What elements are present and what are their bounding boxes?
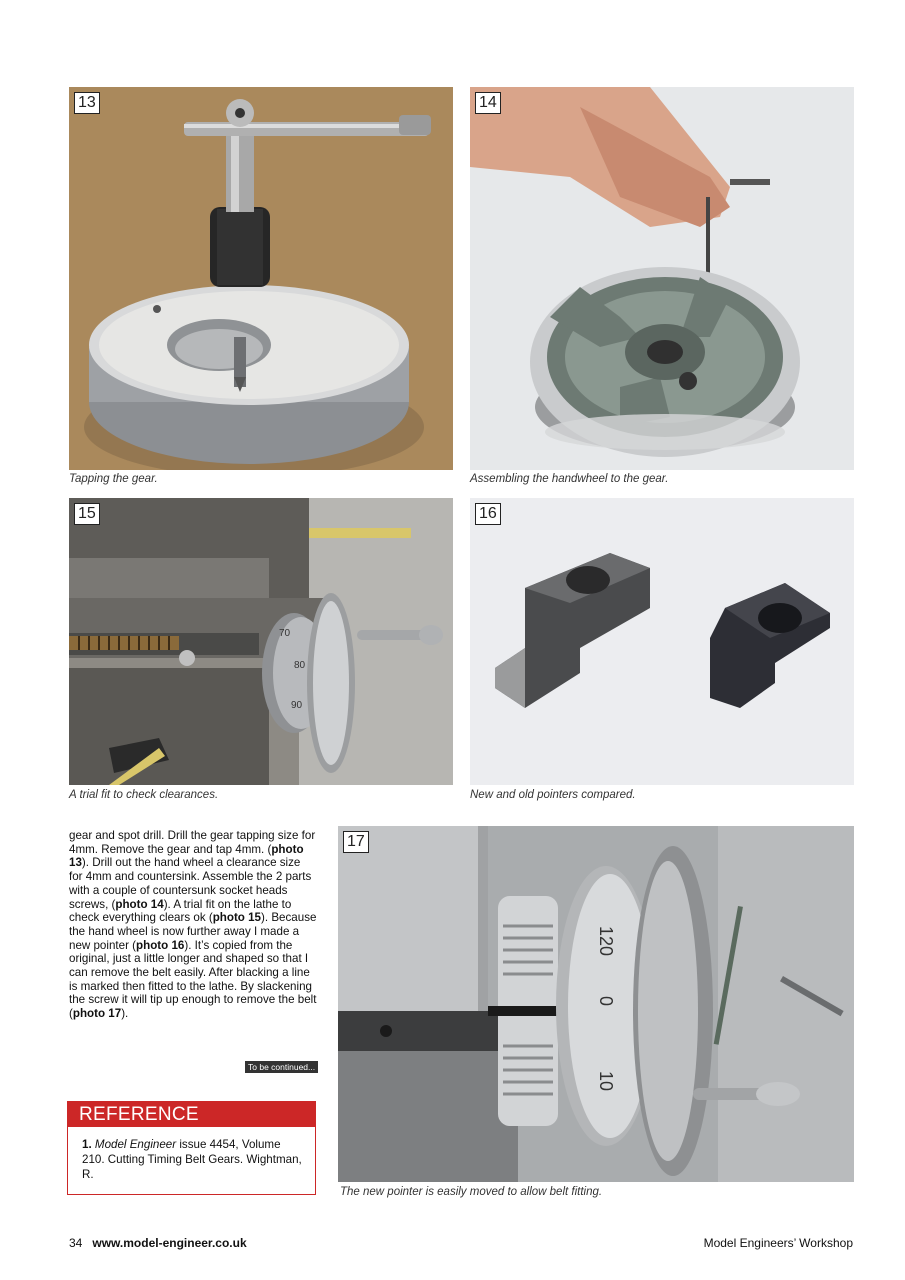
- website-link[interactable]: www.model-engineer.co.uk: [92, 1236, 247, 1250]
- reference-heading: REFERENCE: [68, 1102, 315, 1127]
- body-text: ). Because the hand wheel is now further away I made a new pointer (: [69, 911, 317, 952]
- photo-caption: Assembling the handwheel to the gear.: [470, 473, 669, 485]
- photo-number: 13: [74, 92, 100, 114]
- reference-box: [67, 1101, 316, 1195]
- new-pointer-image: [338, 826, 854, 1182]
- reference-details: issue 4454, Volume 210. Cutting Timing Belt Gears. Wightman, R.: [82, 1138, 302, 1181]
- photo-13: [69, 87, 453, 470]
- page-number: 34: [69, 1236, 83, 1250]
- photo-ref: photo 15: [212, 911, 262, 925]
- magazine-name: Model Engineers’ Workshop: [703, 1236, 853, 1250]
- photo-caption: The new pointer is easily moved to allow belt fitting.: [340, 1186, 603, 1198]
- dial-digit: 0: [596, 996, 616, 1007]
- photo-number: 17: [343, 831, 369, 853]
- article-body: [69, 829, 317, 1021]
- photo-16: [470, 498, 854, 785]
- pointers-image: [470, 498, 854, 785]
- photo-caption: Tapping the gear.: [69, 473, 158, 485]
- photo-17: [338, 826, 854, 1182]
- to-be-continued-badge: To be continued...: [245, 1061, 318, 1073]
- dial-digit: 120: [596, 926, 616, 957]
- body-text: ).: [121, 1007, 129, 1021]
- body-text: ). It’s copied from the original, just a little longer and shaped so that I can remove the belt easily. After blacking a line is marked then fitted to the lathe. By slackening the screw it will tip up enough to remove the belt (: [69, 938, 317, 1021]
- photo-15: [69, 498, 453, 785]
- reference-number: 1.: [82, 1138, 92, 1151]
- photo-caption: New and old pointers compared.: [470, 789, 636, 801]
- photo-ref: photo 16: [136, 938, 185, 952]
- photo-number: 16: [475, 503, 501, 525]
- reference-magazine: Model Engineer: [94, 1138, 177, 1151]
- photo-ref: photo 17: [72, 1007, 122, 1021]
- body-text: ). Drill out the hand wheel a clearance size for 4mm and countersink. Assemble the 2 parts with a couple of countersunk socket heads screws, (: [69, 856, 312, 911]
- body-text: gear and spot drill. Drill the gear tapping size for 4mm. Remove the gear and tap 4mm. (: [69, 829, 316, 856]
- trial-fit-image: [69, 498, 453, 785]
- body-text: ). A trial fit on the lathe to check everything clears ok (: [69, 897, 292, 925]
- dial-digit: 10: [596, 1071, 616, 1092]
- tapping-gear-image: [69, 87, 453, 470]
- photo-14: [470, 87, 854, 470]
- photo-ref: photo 14: [115, 897, 164, 911]
- reference-entry: [68, 1127, 315, 1182]
- photo-number: 14: [475, 92, 501, 114]
- dial-digit: 70: [279, 628, 291, 639]
- footer-left: [69, 1236, 247, 1250]
- handwheel-assembly-image: [470, 87, 854, 470]
- photo-ref: photo 13: [69, 842, 304, 870]
- photo-caption: A trial fit to check clearances.: [69, 789, 219, 801]
- dial-digit: 90: [291, 700, 303, 711]
- photo-number: 15: [74, 503, 100, 525]
- dial-digit: 80: [294, 660, 306, 671]
